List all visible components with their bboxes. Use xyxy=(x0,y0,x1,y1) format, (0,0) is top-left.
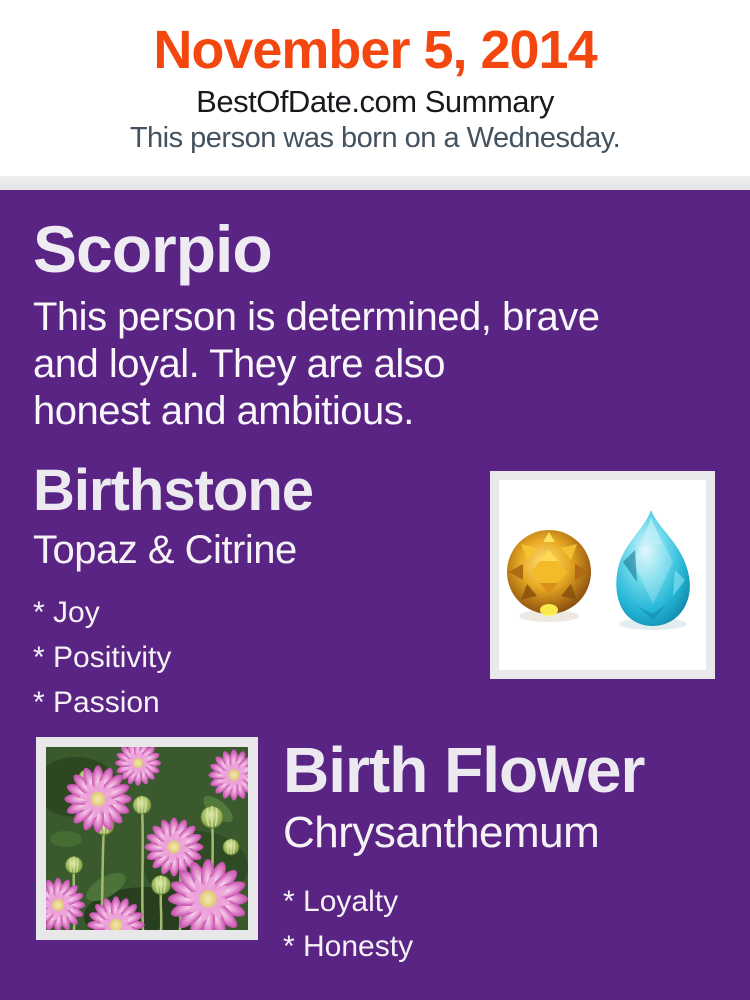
birth-flower-trait: * Honesty xyxy=(283,929,414,963)
birthstone-names: Topaz & Citrine xyxy=(33,527,297,572)
site-summary-subtitle: BestOfDate.com Summary xyxy=(196,83,554,119)
birthstone-trait: * Passion xyxy=(33,685,160,719)
birth-flower-traits-list xyxy=(283,879,644,969)
birth-flower-trait: * Loyalty xyxy=(283,884,399,918)
date-title: November 5, 2014 xyxy=(153,20,597,80)
zodiac-sign-heading: Scorpio xyxy=(33,212,272,286)
main-panel xyxy=(0,190,750,1000)
birthstone-traits-list xyxy=(33,590,490,725)
gems-illustration xyxy=(499,480,706,670)
birthstone-trait: * Positivity xyxy=(33,640,172,674)
zodiac-description-line: This person is determined, brave xyxy=(33,295,600,339)
birthstone-text-column xyxy=(33,458,490,725)
chrysanthemum-illustration xyxy=(46,747,248,930)
birth-flower-section xyxy=(33,733,717,969)
zodiac-description xyxy=(33,294,717,435)
birth-flower-heading: Birth Flower xyxy=(283,733,645,806)
birthstone-image xyxy=(490,471,715,679)
birthstone-heading: Birthstone xyxy=(33,458,313,523)
birth-flower-text-column xyxy=(283,733,645,969)
birth-flower-image xyxy=(36,737,258,940)
weekday-line: This person was born on a Wednesday. xyxy=(129,122,621,155)
birth-flower-name: Chrysanthemum xyxy=(283,808,600,858)
zodiac-description-line: honest and ambitious. xyxy=(33,389,414,433)
birthstone-trait: * Joy xyxy=(33,595,100,629)
zodiac-description-line: and loyal. They are also xyxy=(33,342,445,386)
header-divider xyxy=(0,176,750,190)
birthstone-section xyxy=(33,458,717,725)
header xyxy=(0,0,750,176)
